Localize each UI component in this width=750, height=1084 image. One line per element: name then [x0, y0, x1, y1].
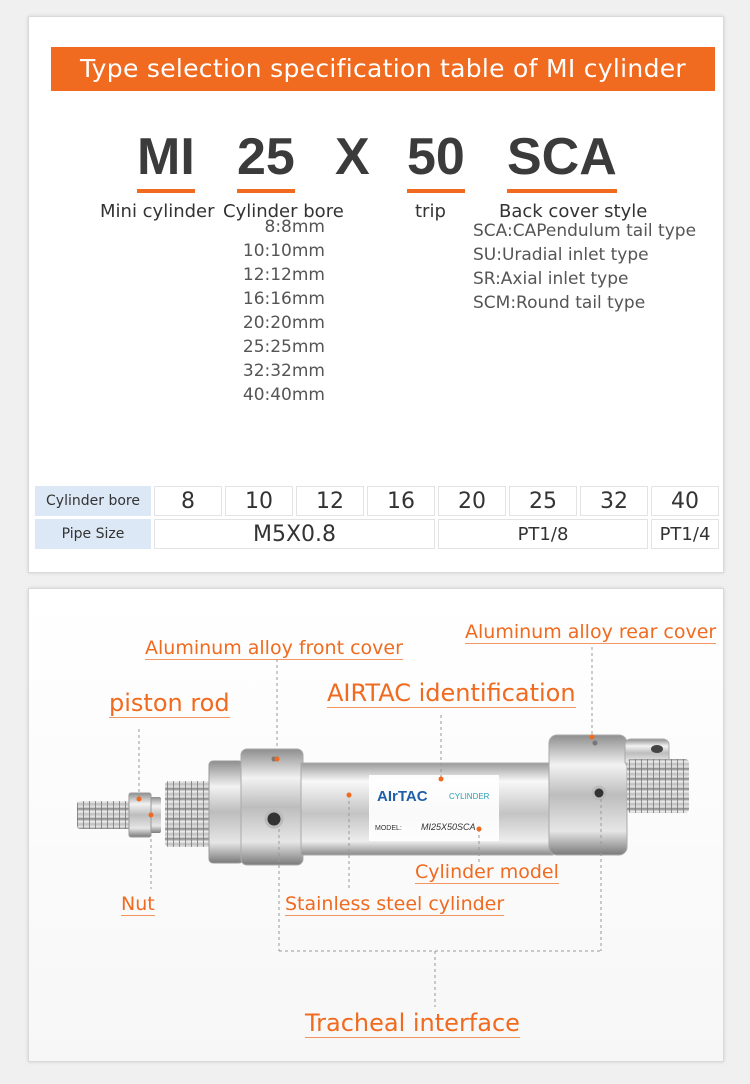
table-cell-bore: 10 — [225, 486, 293, 516]
bore-option: 20:20mm — [242, 313, 325, 333]
callout-front-cover: Aluminum alloy front cover — [145, 637, 403, 659]
diagram-panel — [28, 588, 724, 1062]
front-thread — [165, 781, 211, 847]
bore-option: 25:25mm — [242, 337, 325, 357]
table-row-bore — [35, 486, 719, 516]
table-cell-bore: 16 — [367, 486, 435, 516]
table-cell-bore: 40 — [651, 486, 719, 516]
desc-cylinder-bore: Cylinder bore — [223, 201, 344, 222]
callout-identification: AIRTAC identification — [327, 679, 576, 707]
code-part-bore: 25 — [237, 127, 295, 193]
bore-option: 10:10mm — [242, 241, 325, 261]
desc-trip: trip — [415, 201, 446, 222]
bore-option: 40:40mm — [242, 385, 325, 405]
code-part-series: MI — [137, 127, 195, 193]
callout-nut: Nut — [121, 893, 155, 915]
bore-option: 12:12mm — [242, 265, 325, 285]
label-type: CYLINDER — [449, 792, 490, 801]
table-cell-bore: 25 — [509, 486, 577, 516]
cover-option: SR:Axial inlet type — [473, 269, 629, 289]
spec-title-bar — [51, 47, 715, 91]
callout-stainless: Stainless steel cylinder — [285, 893, 505, 915]
cover-option: SCM:Round tail type — [473, 293, 646, 313]
cover-options-list — [473, 219, 696, 315]
rear-tail — [625, 739, 689, 813]
table-cell-bore: 20 — [438, 486, 506, 516]
code-part-x: X — [335, 128, 370, 186]
code-part-trip: 50 — [407, 127, 465, 193]
bore-option: 32:32mm — [242, 361, 325, 381]
table-header-pipe: Pipe Size — [35, 519, 151, 549]
rear-cover — [549, 735, 627, 855]
desc-back-cover-style: Back cover style — [499, 201, 648, 222]
desc-mini-cylinder: Mini cylinder — [100, 201, 215, 222]
table-header-bore: Cylinder bore — [35, 486, 151, 516]
bore-options-list — [225, 215, 325, 407]
cylinder-illustration — [29, 589, 725, 1063]
callout-piston-rod: piston rod — [109, 689, 230, 717]
bore-option: 8:8mm — [264, 217, 325, 237]
bore-option: 16:16mm — [242, 289, 325, 309]
table-cell-pipe: M5X0.8 — [154, 519, 435, 549]
front-hex — [209, 761, 243, 863]
table-cell-pipe: PT1/4 — [651, 519, 719, 549]
callout-rear-cover: Aluminum alloy rear cover — [465, 621, 717, 643]
callout-cylinder-model: Cylinder model — [415, 861, 559, 883]
label-brand: AIrTAC — [377, 788, 428, 805]
spec-table — [32, 483, 722, 552]
table-row-pipe — [35, 519, 719, 549]
table-cell-bore: 8 — [154, 486, 222, 516]
spec-panel — [28, 16, 724, 573]
cover-option: SU:Uradial inlet type — [473, 245, 649, 265]
table-cell-bore: 12 — [296, 486, 364, 516]
table-cell-bore: 32 — [580, 486, 648, 516]
table-cell-pipe: PT1/8 — [438, 519, 648, 549]
front-cover — [241, 749, 303, 865]
spec-title: Type selection specification table of MI cylinder — [80, 54, 686, 83]
callout-tracheal: Tracheal interface — [305, 1009, 520, 1037]
code-part-cover: SCA — [507, 127, 617, 193]
cover-option: SCA:CAPendulum tail type — [473, 221, 697, 241]
label-model-value: MI25X50SCA — [421, 822, 476, 832]
label-model-caption: MODEL: — [375, 825, 402, 832]
